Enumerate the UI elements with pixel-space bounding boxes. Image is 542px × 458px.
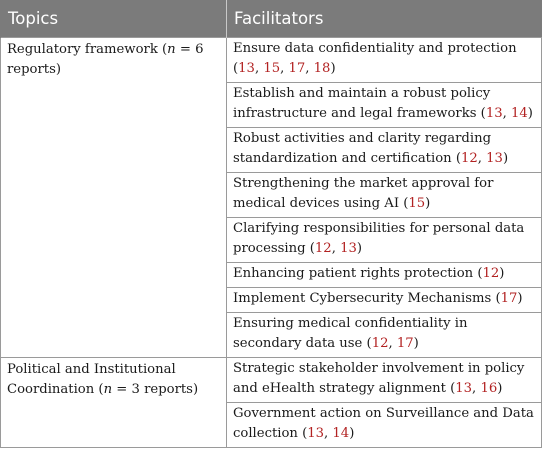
citation-ref-link[interactable]: 17 bbox=[500, 291, 518, 306]
table-body bbox=[1, 38, 542, 448]
table-row bbox=[1, 38, 542, 83]
facilitator-text: Government action on Surveillance and Data collection ( bbox=[233, 406, 534, 441]
citation-ref-link[interactable]: 12 bbox=[314, 241, 332, 256]
topic-report-count: = 6 reports) bbox=[7, 42, 204, 77]
citation-ref-link[interactable]: 13 bbox=[238, 61, 255, 76]
facilitator-text: Implement Cybersecurity Mechanisms ( bbox=[233, 291, 501, 306]
facilitator-cell: Clarifying responsibilities for personal data processing (12, 13) bbox=[227, 218, 542, 263]
facilitator-cell: Strategic stakeholder involvement in policy and eHealth strategy alignment (13, 16) bbox=[227, 358, 542, 403]
citation-ref-link[interactable]: 17 bbox=[396, 336, 414, 351]
citation-ref-link[interactable]: 13 bbox=[455, 381, 473, 396]
citation-ref-link[interactable]: 17 bbox=[288, 61, 306, 76]
citation-close: ) bbox=[413, 336, 419, 351]
facilitator-text: Strategic stakeholder involvement in policy and eHealth strategy alignment ( bbox=[233, 361, 525, 396]
citation-ref-link[interactable]: 18 bbox=[313, 61, 331, 76]
facilitator-text: Ensuring medical confidentiality in secondary data use ( bbox=[233, 316, 468, 351]
citation-ref-link[interactable]: 14 bbox=[332, 426, 350, 441]
citation-ref-link[interactable]: 13 bbox=[485, 106, 503, 121]
facilitator-text: Ensure data confidentiality and protection ( bbox=[233, 41, 517, 76]
topics-column-header: Topics bbox=[1, 0, 227, 38]
citation-close: ) bbox=[330, 61, 336, 76]
facilitator-cell: Robust activities and clarity regarding standardization and certification (12, 13) bbox=[227, 128, 542, 173]
facilitator-text: Establish and maintain a robust policy infrastructure and legal frameworks ( bbox=[233, 86, 491, 121]
facilitator-cell bbox=[227, 263, 542, 288]
citation-close: ) bbox=[349, 426, 355, 441]
citation-close: ) bbox=[425, 196, 431, 211]
topic-cell bbox=[1, 38, 227, 358]
topic-n-symbol: n bbox=[167, 42, 176, 57]
facilitator-cell bbox=[227, 288, 542, 313]
citation-ref-link[interactable]: 14 bbox=[510, 106, 528, 121]
topic-cell bbox=[1, 358, 227, 448]
citation-close: ) bbox=[502, 151, 509, 166]
citation-ref-link[interactable]: 12 bbox=[371, 336, 389, 351]
citation-ref-link[interactable]: 13 bbox=[340, 241, 357, 256]
citation-close: ) bbox=[356, 241, 363, 256]
citation-close: ) bbox=[497, 381, 503, 396]
topic-n-symbol: n bbox=[103, 382, 113, 397]
citation-ref-link[interactable]: 12 bbox=[460, 151, 478, 166]
topic-label: Political and Institutional Coordination ( bbox=[7, 362, 176, 397]
facilitators-column-header: Facilitators bbox=[227, 0, 542, 38]
topic-label: Regulatory framework ( bbox=[7, 42, 168, 57]
facilitator-cell: Establish and maintain a robust policy infrastructure and legal frameworks (13, 14) bbox=[227, 83, 542, 128]
facilitator-cell: Government action on Surveillance and Data collection (13, 14) bbox=[227, 403, 542, 448]
facilitator-text: Enhancing patient rights protection ( bbox=[233, 266, 483, 281]
facilitator-text: Robust activities and clarity regarding standardization and certification ( bbox=[233, 131, 492, 166]
citation-close: ) bbox=[517, 291, 523, 306]
facilitator-cell: Ensure data confidentiality and protection (13, 15, 17, 18) bbox=[227, 38, 542, 83]
citation-ref-link[interactable]: 15 bbox=[263, 61, 281, 76]
citation-ref-link[interactable]: 12 bbox=[482, 266, 500, 281]
facilitator-text: Strengthening the market approval for medical devices using AI ( bbox=[233, 176, 494, 211]
citation-ref-link[interactable]: 13 bbox=[307, 426, 325, 441]
topic-report-count: = 3 reports) bbox=[112, 382, 199, 397]
citation-ref-link[interactable]: 15 bbox=[408, 196, 426, 211]
citation-close: ) bbox=[527, 106, 533, 121]
header-row bbox=[1, 0, 542, 38]
citation-close: ) bbox=[499, 266, 505, 281]
facilitator-cell bbox=[227, 173, 542, 218]
citation-ref-link[interactable]: 13 bbox=[486, 151, 503, 166]
table-row bbox=[1, 358, 542, 403]
citation-ref-link[interactable]: 16 bbox=[480, 381, 498, 396]
facilitator-cell: Ensuring medical confidentiality in secondary data use (12, 17) bbox=[227, 313, 542, 358]
facilitator-text: Clarifying responsibilities for personal data processing ( bbox=[233, 221, 525, 256]
